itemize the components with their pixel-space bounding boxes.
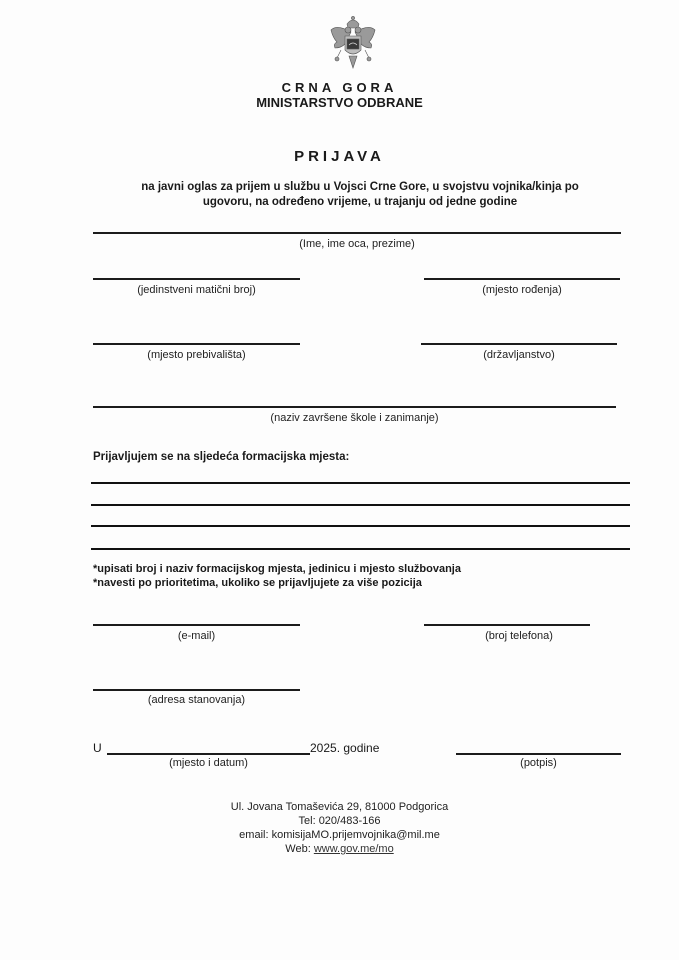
- education-field[interactable]: [93, 406, 616, 408]
- footer-email: email: komisijaMO.prijemvojnika@mil.me: [239, 829, 440, 841]
- year-suffix: 2025. godine: [310, 741, 380, 755]
- header-ministry: MINISTARSTVO ODBRANE: [256, 95, 423, 110]
- footer-address: Ul. Jovana Tomaševića 29, 81000 Podgorica: [230, 801, 449, 813]
- coat-of-arms-icon: [327, 14, 379, 76]
- form-subtitle: [90, 180, 630, 210]
- jmbg-label: (jedinstveni matični broj): [137, 284, 256, 296]
- residence-label: (mjesto prebivališta): [147, 349, 246, 361]
- signature-field[interactable]: [456, 753, 621, 755]
- email-label: (e-mail): [177, 630, 216, 642]
- subtitle-line-2: ugovoru, na određeno vrijeme, u trajanju od jedne godine: [202, 196, 518, 208]
- subtitle-line-1: na javni oglas za prijem u službu u Vojsci Crne Gore, u svojstvu vojnika/kinja po: [141, 181, 579, 193]
- footer-web-link[interactable]: www.gov.me/mo: [313, 843, 394, 855]
- footer-web-label: Web:: [285, 843, 314, 855]
- email-field[interactable]: [93, 624, 300, 626]
- footer-web: [0, 842, 679, 856]
- place-date-field[interactable]: [107, 753, 310, 755]
- signature-label: (potpis): [520, 757, 557, 769]
- form-title: PRIJAVA: [294, 148, 385, 165]
- jmbg-field[interactable]: [93, 278, 300, 280]
- phone-label: (broj telefona): [485, 630, 553, 642]
- positions-heading: Prijavljujem se na sljedeća formacijska mjesta:: [93, 451, 350, 463]
- position-line-4[interactable]: [91, 548, 630, 550]
- education-label: (naziv završene škole i zanimanje): [270, 412, 439, 424]
- header-country: CRNA GORA: [281, 80, 398, 95]
- citizenship-label: (državljanstvo): [483, 349, 555, 361]
- full-name-field[interactable]: [93, 232, 621, 234]
- birthplace-field[interactable]: [424, 278, 620, 280]
- positions-note-2: *navesti po prioritetima, ukoliko se prijavljujete za više pozicija: [93, 577, 422, 589]
- place-prefix: U: [93, 741, 102, 755]
- address-label: (adresa stanovanja): [147, 694, 246, 706]
- position-line-1[interactable]: [91, 482, 630, 484]
- position-line-3[interactable]: [91, 525, 630, 527]
- positions-note-1: *upisati broj i naziv formacijskog mjesta, jedinicu i mjesto službovanja: [93, 563, 461, 575]
- full-name-label: (Ime, ime oca, prezime): [299, 238, 415, 250]
- residence-field[interactable]: [93, 343, 300, 345]
- address-field[interactable]: [93, 689, 300, 691]
- phone-field[interactable]: [424, 624, 590, 626]
- birthplace-label: (mjesto rođenja): [482, 284, 562, 296]
- place-date-label: (mjesto i datum): [169, 757, 248, 769]
- position-line-2[interactable]: [91, 504, 630, 506]
- footer-contact: [0, 800, 679, 856]
- citizenship-field[interactable]: [421, 343, 617, 345]
- footer-tel: Tel: 020/483-166: [298, 815, 381, 827]
